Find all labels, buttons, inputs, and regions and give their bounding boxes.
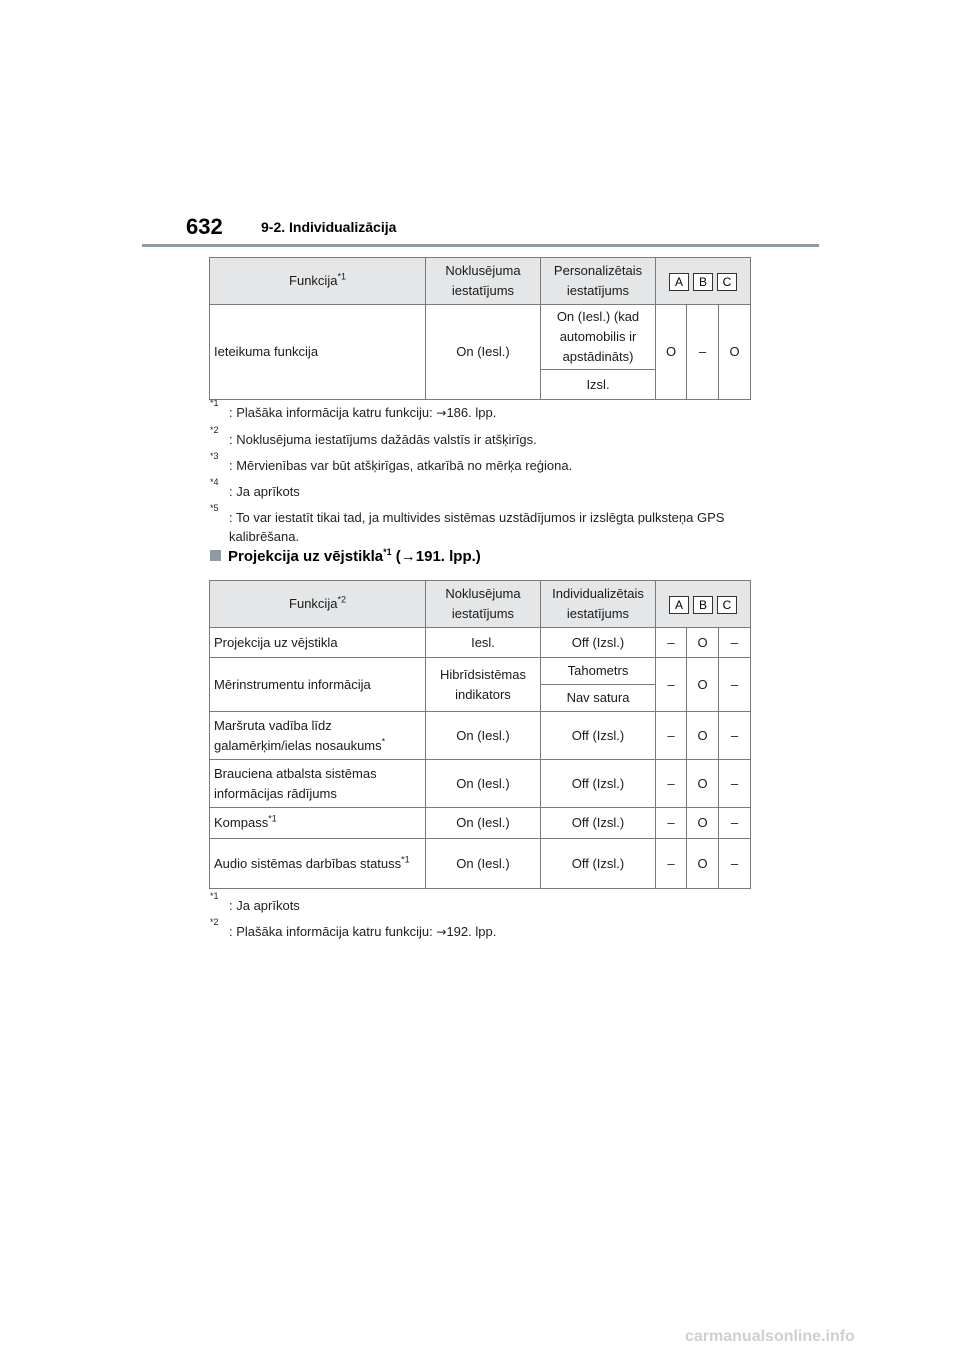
table-row [210,658,751,685]
header-function: Funkcija$^{*2}$ [210,581,426,628]
cell-custom: Off (Izsl.) [541,808,656,839]
cell-function: Kompass$^{*1}$ [210,808,426,839]
header-custom: Personalizētais iestatījums [541,258,656,305]
footnote: *4 : Ja aprīkots [210,477,300,499]
table-row [210,760,751,808]
letter-a-badge: A [669,273,689,291]
cell-default: Iesl. [426,628,541,658]
arrow-icon: → [400,548,416,565]
cell-default: Hibrīdsistēmas indikators [426,658,541,712]
cell-a: O [656,305,687,400]
cell-default: On (Iesl.) [426,839,541,889]
customization-table-2 [209,580,751,889]
cell-a: – [656,808,687,839]
cell-c: – [719,712,751,760]
table-row [210,628,751,658]
cell-b: O [687,839,719,889]
cell-a: – [656,712,687,760]
cell-custom-2: Nav satura [541,685,656,712]
cell-c: – [719,760,751,808]
cell-function: Mērinstrumentu informācija [210,658,426,712]
cell-b: O [687,628,719,658]
footnotes-1 [210,398,770,553]
header-rule [142,244,819,247]
footnote: *1 : Plašāka informācija katru funkciju: →186. lpp. [210,398,497,420]
letter-c-badge: C [717,596,737,614]
cell-c: – [719,628,751,658]
footnote: *2 : Plašāka informācija katru funkciju: →192. lpp. [210,917,497,939]
customization-table-1 [209,257,751,400]
subheading: Projekcija uz vējstikla$^{*1}$ (→191. lpp.) [210,548,481,565]
cell-default: On (Iesl.) [426,808,541,839]
cell-a: – [656,839,687,889]
cell-a: – [656,628,687,658]
table-row [210,305,751,370]
footnote: *2 : Noklusējuma iestatījums dažādās valstīs ir atšķirīgs. [210,425,537,447]
cell-function: Maršruta vadība līdz galamērķim/ielas nosaukums* [210,712,426,760]
footnote: *1 : Ja aprīkots [210,891,300,913]
cell-c: O [719,305,751,400]
cell-function: Audio sistēmas darbības statuss$^{*1}$ [210,839,426,889]
letter-c-badge: C [717,273,737,291]
cell-option-2: Izsl. [541,370,656,400]
page-number: 632 [186,214,223,239]
cell-custom: Off (Izsl.) [541,628,656,658]
cell-c: – [719,658,751,712]
footnote: *3 : Mērvienības var būt atšķirīgas, atkarībā no mērķa reģiona. [210,451,573,473]
watermark: carmanualsonline.info [685,1328,855,1345]
header-default: Noklusējuma iestatījums [426,581,541,628]
cell-default: On (Iesl.) [426,305,541,400]
header-function: Funkcija$^{*1}$ [210,258,426,305]
cell-a: – [656,760,687,808]
cell-b: – [687,305,719,400]
cell-b: O [687,658,719,712]
footnote: *5 : To var iestatīt tikai tad, ja multivides sistēmas uzstādījumos ir izslēgta pulksteņa GPS kalibrēšana. [210,503,725,544]
letter-b-badge: B [693,596,713,614]
cell-custom: Tahometrs [541,658,656,685]
cell-c: – [719,839,751,889]
table-row [210,808,751,839]
header-default: Noklusējuma iestatījums [426,258,541,305]
cell-b: O [687,760,719,808]
cell-custom: Off (Izsl.) [541,712,656,760]
letter-a-badge: A [669,596,689,614]
section-title: 9-2. Individualizācija [261,219,397,235]
footnotes-2 [210,891,770,949]
cell-a: – [656,658,687,712]
header-letters [656,581,751,628]
header-letters [656,258,751,305]
cell-b: O [687,808,719,839]
cell-default: On (Iesl.) [426,712,541,760]
cell-custom: Off (Izsl.) [541,839,656,889]
cell-c: – [719,808,751,839]
header-custom: Individualizētais iestatījums [541,581,656,628]
table-row [210,839,751,889]
arrow-icon: → [436,406,447,420]
letter-b-badge: B [693,273,713,291]
square-bullet-icon [210,550,221,561]
cell-option-1: On (Iesl.) (kad automobilis ir apstādināts) [541,305,656,370]
table-row [210,712,751,760]
cell-function: Projekcija uz vējstikla [210,628,426,658]
cell-b: O [687,712,719,760]
cell-function: Brauciena atbalsta sistēmas informācijas rādījums [210,760,426,808]
cell-default: On (Iesl.) [426,760,541,808]
cell-custom: Off (Izsl.) [541,760,656,808]
arrow-icon: → [436,925,447,939]
cell-function: Ieteikuma funkcija [210,305,426,400]
